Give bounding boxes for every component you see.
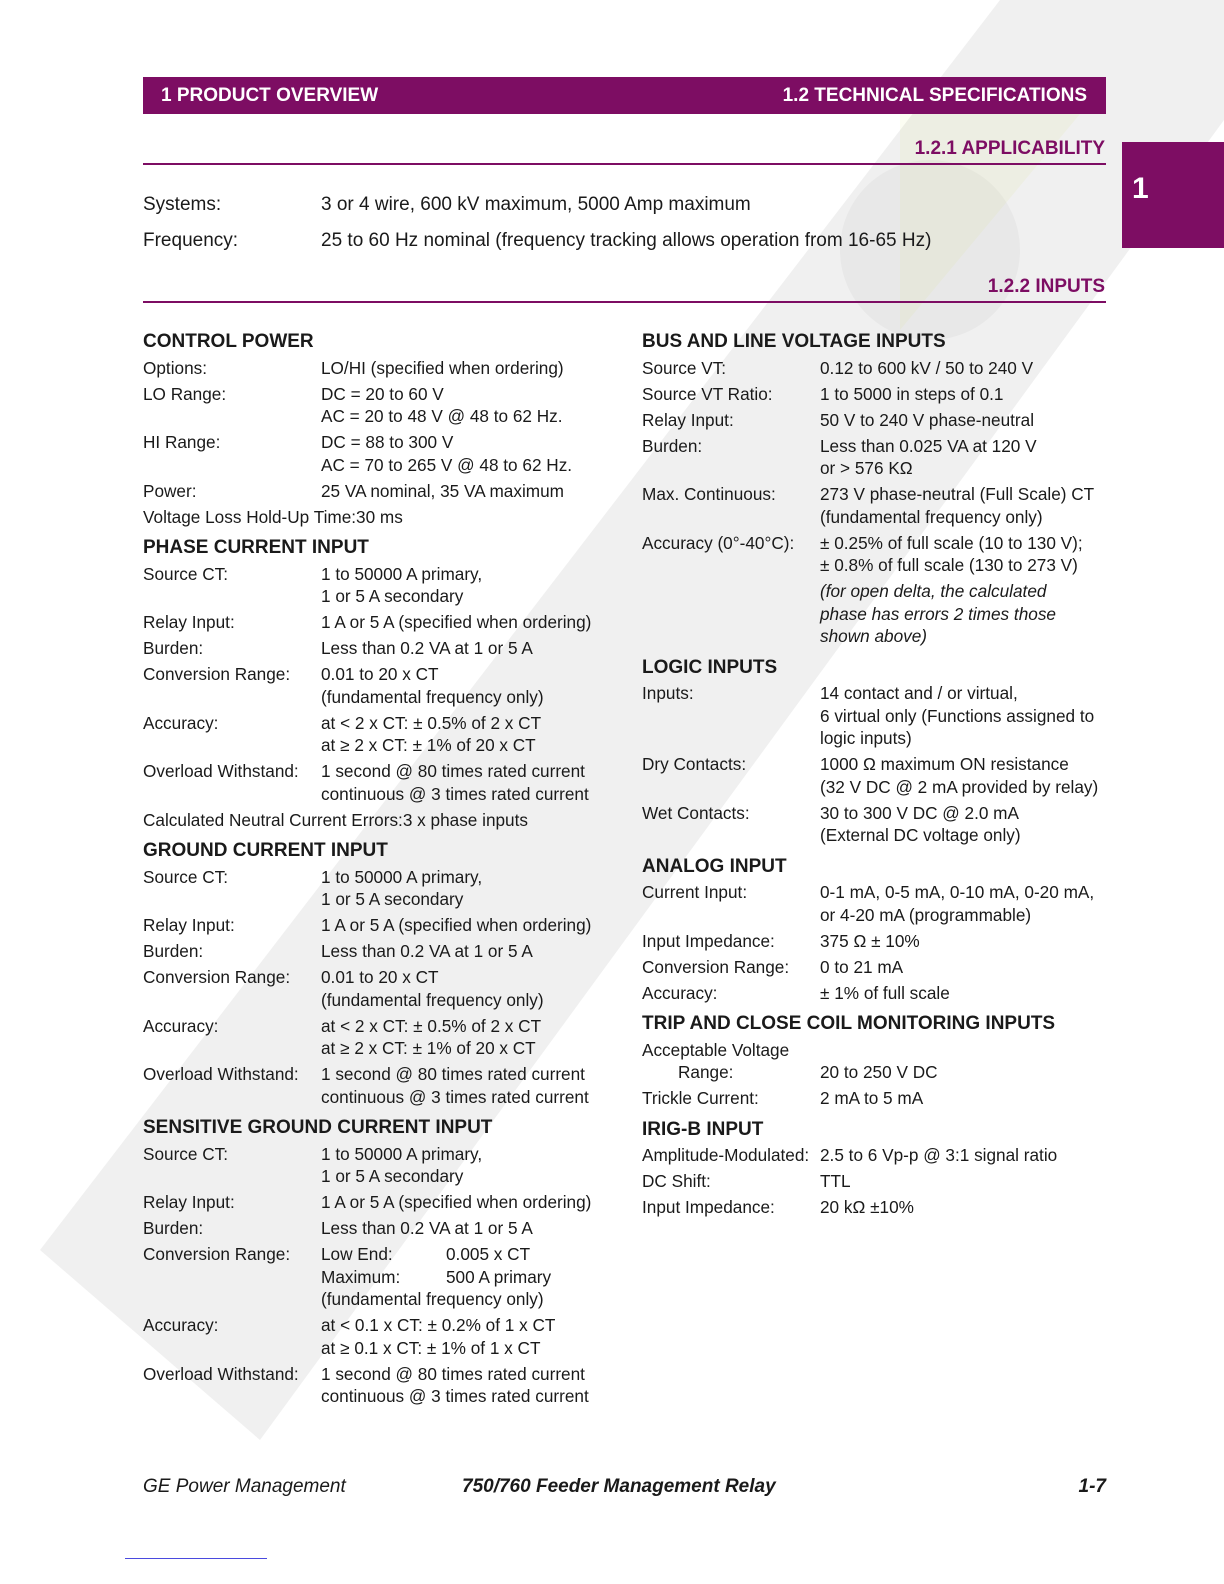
section-rule [143, 301, 1106, 303]
spec-value: DC = 20 to 60 V [321, 383, 444, 404]
spec-label: Accuracy: [642, 982, 718, 1003]
spec-label: Conversion Range: [143, 664, 291, 684]
spec-value: Less than 0.025 VA at 120 V [820, 435, 1037, 456]
spec-label: Dry Contacts: [642, 754, 747, 774]
spec-value: 273 V phase-neutral (Full Scale) CT [820, 484, 1095, 504]
spec-label: Power: [143, 480, 197, 501]
group-title-sensitive-ground: SENSITIVE GROUND CURRENT INPUT [143, 1117, 493, 1138]
spec-value: 0.005 x CT [446, 1244, 531, 1264]
spec-label: Relay Input: [143, 1192, 235, 1212]
spec-value: 375 Ω ± 10% [820, 930, 920, 951]
spec-row [143, 760, 613, 805]
spec-value: 1 to 50000 A primary, [321, 1143, 483, 1164]
spec-value: 1 A or 5 A (specified when ordering) [321, 915, 592, 935]
spec-label: Accuracy (0°-40°C): [642, 532, 795, 553]
spec-value: 1 second @ 80 times rated current [321, 761, 585, 781]
spec-value: 6 virtual only (Functions assigned to [820, 705, 1095, 726]
spec-value: TTL [820, 1171, 851, 1191]
spec-label: Conversion Range: [642, 956, 790, 977]
spec-label: Range: [678, 1062, 734, 1082]
spec-value: 50 V to 240 V phase-neutral [820, 409, 1035, 430]
spec-row [642, 753, 1112, 798]
spec-label: Overload Withstand: [143, 1363, 299, 1384]
spec-row [642, 930, 1112, 953]
spec-value: Less than 0.2 VA at 1 or 5 A [321, 941, 533, 961]
spec-row [143, 563, 613, 608]
spec-value: ± 0.25% of full scale (10 to 130 V); [820, 532, 1083, 553]
spec-row [143, 1314, 613, 1359]
spec-row [642, 1087, 1112, 1110]
spec-value: at ≥ 2 x CT: ± 1% of 20 x CT [321, 1038, 536, 1058]
spec-value: 0 to 21 mA [820, 956, 904, 977]
spec-value: 3 or 4 wire, 600 kV maximum, 5000 Amp maximum [321, 194, 751, 215]
spec-value: at ≥ 0.1 x CT: ± 1% of 1 x CT [321, 1337, 541, 1358]
group-title-irig-b: IRIG-B INPUT [642, 1118, 764, 1140]
spec-label: Overload Withstand: [143, 1064, 299, 1084]
spec-label: Accuracy: [143, 1015, 219, 1036]
page-header-bar [143, 77, 1106, 114]
spec-row [642, 1196, 1112, 1219]
spec-row [143, 1143, 613, 1188]
spec-value: 1 to 50000 A primary, [321, 563, 483, 584]
chapter-tab [1122, 142, 1224, 248]
spec-label: Conversion Range: [143, 967, 291, 987]
spec-value: (fundamental frequency only) [321, 1289, 544, 1309]
spec-value: 2 mA to 5 mA [820, 1088, 924, 1108]
spec-row [642, 881, 1112, 926]
spec-label: Burden: [143, 638, 204, 658]
spec-row [143, 866, 613, 911]
spec-note: (for open delta, the calculated [820, 581, 1047, 601]
spec-row [143, 940, 613, 963]
spec-value: 1 to 5000 in steps of 0.1 [820, 383, 1004, 404]
spec-value: DC = 88 to 300 V [321, 432, 454, 452]
spec-label: Max. Continuous: [642, 484, 776, 504]
spec-value: 1 or 5 A secondary [321, 586, 464, 606]
spec-value: (fundamental frequency only) [321, 686, 544, 707]
right-column [642, 331, 1112, 1219]
spec-row [143, 611, 613, 634]
left-column [143, 331, 613, 1408]
spec-label: Systems: [143, 194, 222, 215]
group-title-phase-current: PHASE CURRENT INPUT [143, 537, 369, 558]
spec-value: ± 0.8% of full scale (130 to 273 V) [820, 555, 1078, 575]
spec-row [143, 480, 613, 503]
section-rule [143, 163, 1106, 165]
group-title-trip-close: TRIP AND CLOSE COIL MONITORING INPUTS [642, 1013, 1056, 1034]
spec-value: Less than 0.2 VA at 1 or 5 A [321, 1218, 533, 1238]
group-title-analog-input: ANALOG INPUT [642, 855, 787, 877]
spec-note: phase has errors 2 times those [820, 603, 1056, 624]
spec-row [143, 914, 613, 937]
spec-label: Trickle Current: [642, 1088, 759, 1108]
spec-value: at < 0.1 x CT: ± 0.2% of 1 x CT [321, 1315, 556, 1335]
spec-value: 1 or 5 A secondary [321, 1166, 464, 1186]
spec-value: (fundamental frequency only) [820, 506, 1043, 527]
spec-row [143, 637, 613, 660]
spec-value: continuous @ 3 times rated current [321, 1086, 589, 1107]
spec-row [143, 1243, 613, 1311]
footer-title: 750/760 Feeder Management Relay [462, 1476, 776, 1497]
group-title-logic-inputs: LOGIC INPUTS [642, 656, 778, 678]
spec-label: Wet Contacts: [642, 802, 750, 823]
spec-label: Source VT Ratio: [642, 383, 773, 404]
spec-sublabel: Low End: [321, 1244, 393, 1264]
spec-label: Burden: [143, 941, 204, 961]
spec-row [642, 1039, 1112, 1062]
spec-row [143, 1063, 613, 1108]
spec-value: 30 to 300 V DC @ 2.0 mA [820, 802, 1019, 823]
spec-value: 0-1 mA, 0-5 mA, 0-10 mA, 0-20 mA, [820, 882, 1095, 902]
spec-value: at < 2 x CT: ± 0.5% of 2 x CT [321, 1015, 542, 1036]
section-heading-inputs: 1.2.2 INPUTS [987, 276, 1105, 297]
footer-page-number: 1-7 [1078, 1476, 1106, 1497]
spec-value: (External DC voltage only) [820, 825, 1021, 845]
spec-label: Current Input: [642, 882, 748, 902]
header-section: 1.2 TECHNICAL SPECIFICATIONS [782, 85, 1087, 106]
spec-row [642, 1144, 1112, 1167]
spec-row [143, 1217, 613, 1240]
spec-row [642, 409, 1112, 432]
spec-row [642, 483, 1112, 528]
spec-label: HI Range: [143, 432, 221, 452]
spec-label: Input Impedance: [642, 1197, 775, 1217]
spec-value: 1 second @ 80 times rated current [321, 1363, 585, 1384]
spec-value: 1 A or 5 A (specified when ordering) [321, 1192, 592, 1212]
footer-company: GE Power Management [143, 1476, 346, 1497]
spec-label: Relay Input: [642, 409, 734, 430]
spec-label: Source CT: [143, 1143, 229, 1164]
spec-value: 2.5 to 6 Vp-p @ 3:1 signal ratio [820, 1145, 1058, 1165]
spec-sublabel: Maximum: [321, 1266, 401, 1287]
spec-label: Relay Input: [143, 915, 235, 935]
spec-label: Calculated Neutral Current Errors:3 x phase inputs [143, 809, 528, 830]
spec-value: 14 contact and / or virtual, [820, 683, 1018, 703]
spec-row [642, 435, 1112, 480]
spec-row [143, 431, 613, 476]
spec-row [642, 532, 1112, 648]
spec-row [642, 383, 1112, 406]
spec-value: 1 or 5 A secondary [321, 889, 464, 909]
group-title-bus-line: BUS AND LINE VOLTAGE INPUTS [642, 331, 946, 352]
spec-value: continuous @ 3 times rated current [321, 783, 589, 804]
spec-row [642, 982, 1112, 1005]
spec-value: 1 A or 5 A (specified when ordering) [321, 612, 592, 632]
spec-note: shown above) [820, 626, 928, 646]
group-title-control-power: CONTROL POWER [143, 331, 314, 352]
spec-label: Burden: [642, 435, 703, 456]
spec-label: Source CT: [143, 563, 229, 584]
spec-value: continuous @ 3 times rated current [321, 1386, 589, 1406]
spec-row [642, 1170, 1112, 1193]
spec-row [143, 383, 613, 428]
spec-row [143, 712, 613, 757]
spec-row [143, 1191, 613, 1214]
spec-value: or 4-20 mA (programmable) [820, 904, 1032, 925]
spec-row [642, 682, 1112, 750]
spec-label: Amplitude-Modulated: [642, 1145, 810, 1165]
spec-label: Accuracy: [143, 712, 219, 733]
section-heading-applicability: 1.2.1 APPLICABILITY [914, 138, 1105, 159]
spec-row [143, 966, 613, 1011]
spec-row [143, 1363, 613, 1408]
spec-value: at ≥ 2 x CT: ± 1% of 20 x CT [321, 735, 536, 755]
spec-label: Relay Input: [143, 612, 235, 632]
spec-value: at < 2 x CT: ± 0.5% of 2 x CT [321, 712, 542, 733]
spec-row [642, 956, 1112, 979]
spec-label: Input Impedance: [642, 930, 775, 951]
spec-value: 1000 Ω maximum ON resistance [820, 754, 1069, 774]
spec-row [143, 1015, 613, 1060]
spec-value: 500 A primary [446, 1266, 552, 1287]
spec-label: Accuracy: [143, 1315, 219, 1335]
spec-value: AC = 20 to 48 V @ 48 to 62 Hz. [321, 406, 563, 426]
spec-value: 0.01 to 20 x CT [321, 967, 439, 987]
spec-row [143, 663, 613, 708]
spec-label: Burden: [143, 1218, 204, 1238]
spec-value: LO/HI (specified when ordering) [321, 357, 564, 378]
spec-value: or > 576 KΩ [820, 458, 913, 478]
spec-label: Frequency: [143, 230, 239, 251]
spec-label: LO Range: [143, 383, 227, 404]
spec-value: (fundamental frequency only) [321, 989, 544, 1010]
spec-label: DC Shift: [642, 1171, 711, 1191]
spec-value: AC = 70 to 265 V @ 48 to 62 Hz. [321, 454, 573, 475]
spec-value: ± 1% of full scale [820, 982, 950, 1003]
spec-label: Options: [143, 357, 208, 378]
spec-value: 20 kΩ ±10% [820, 1197, 914, 1217]
spec-row [143, 357, 613, 380]
spec-label: Source CT: [143, 866, 229, 887]
spec-value: 0.12 to 600 kV / 50 to 240 V [820, 357, 1034, 378]
spec-row [143, 809, 613, 832]
spec-label: Source VT: [642, 357, 727, 378]
spec-row [642, 357, 1112, 380]
header-chapter: 1 PRODUCT OVERVIEW [161, 85, 379, 106]
spec-label: Overload Withstand: [143, 761, 299, 781]
spec-label: Inputs: [642, 683, 694, 703]
spec-value: 25 VA nominal, 35 VA maximum [321, 480, 564, 501]
footer-link-underline [125, 1558, 267, 1559]
spec-value: 25 to 60 Hz nominal (frequency tracking allows operation from 16-65 Hz) [321, 230, 932, 251]
spec-value: 0.01 to 20 x CT [321, 664, 439, 684]
spec-row [143, 506, 613, 529]
spec-label: Conversion Range: [143, 1244, 291, 1264]
chapter-tab-number: 1 [1132, 172, 1149, 205]
spec-row [642, 802, 1112, 847]
spec-row [642, 1061, 1112, 1084]
spec-value: (32 V DC @ 2 mA provided by relay) [820, 776, 1099, 797]
spec-label: Voltage Loss Hold-Up Time:30 ms [143, 506, 403, 527]
spec-label: Acceptable Voltage [642, 1039, 790, 1060]
spec-value: 1 to 50000 A primary, [321, 866, 483, 887]
group-title-ground-current: GROUND CURRENT INPUT [143, 840, 388, 861]
spec-value: 1 second @ 80 times rated current [321, 1064, 585, 1084]
spec-value: 20 to 250 V DC [820, 1062, 938, 1082]
spec-value: logic inputs) [820, 728, 912, 748]
spec-value: Less than 0.2 VA at 1 or 5 A [321, 638, 533, 658]
